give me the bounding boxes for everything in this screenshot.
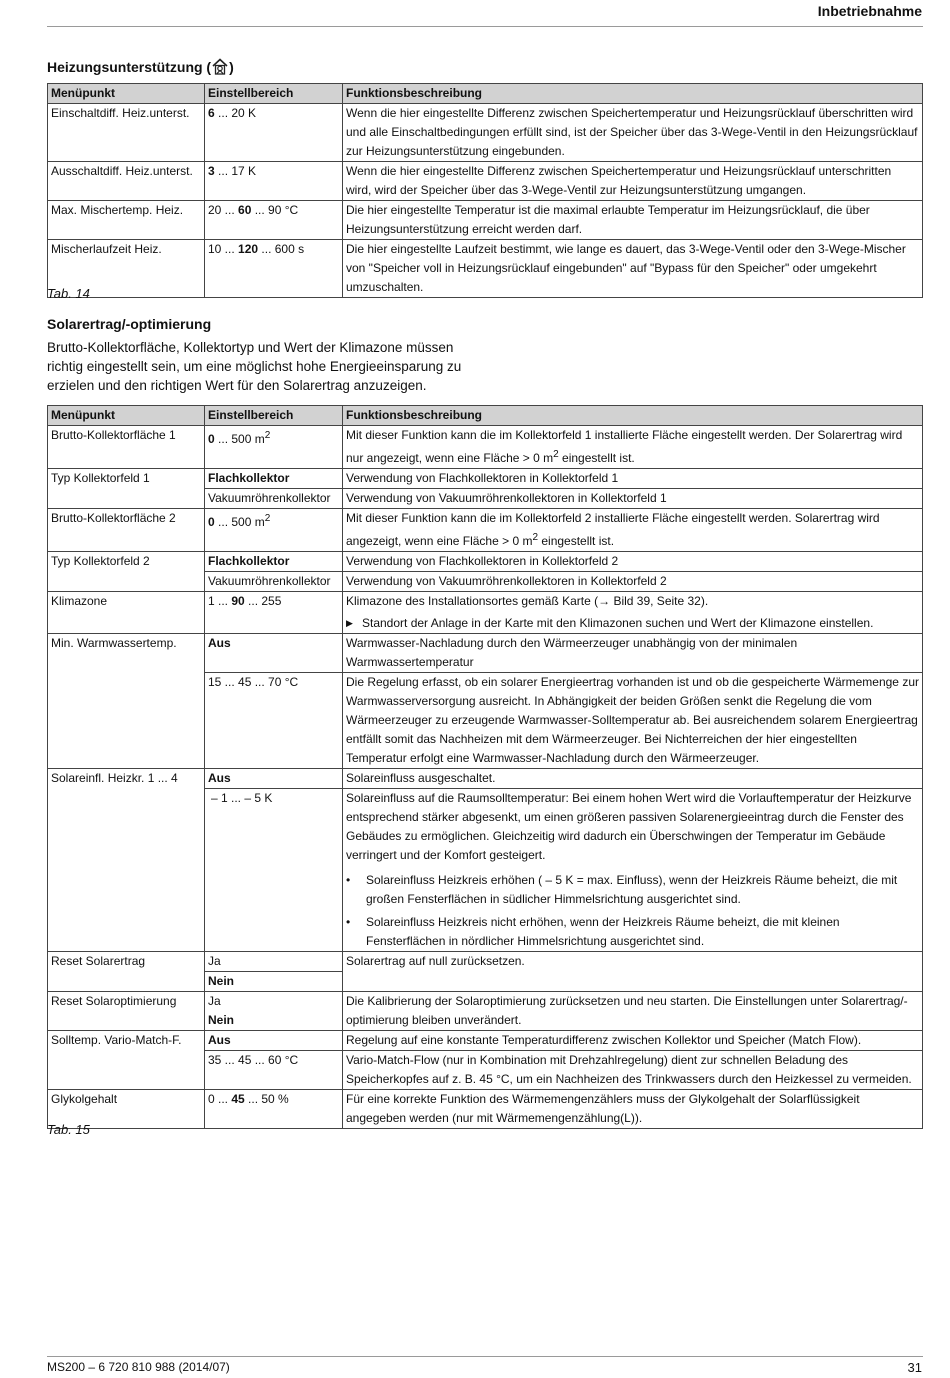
range-cell: 1 ... 90 ... 255 [205, 592, 343, 634]
range-cell: 35 ... 45 ... 60 °C [205, 1051, 343, 1090]
range-cell: Vakuumröhrenkollektor [205, 489, 343, 509]
menu-cell: Brutto-Kollektorfläche 2 [48, 509, 205, 552]
page-header-title: Inbetriebnahme [817, 3, 922, 19]
col-header-range: Einstellbereich [205, 406, 343, 426]
table-row [48, 1090, 923, 1129]
description-cell: Solareinfluss ausgeschaltet. [343, 769, 923, 789]
description-cell: Vario-Match-Flow (nur in Kombination mit Drehzahlregelung) dient zur schnellen Beladung des Speicherkopfes auf z. B. 45 °C, um ein Nachheizen des Trinkwassers durch den Heizkessel zu vermeiden. [343, 1051, 923, 1090]
range-cell: Nein [205, 1011, 343, 1031]
table-row [48, 992, 923, 1012]
description-cell: Regelung auf eine konstante Temperaturdifferenz zwischen Kollektor und Speicher (Match Flow). [343, 1031, 923, 1051]
description-cell: Die hier eingestellte Laufzeit bestimmt, wie lange es dauert, das 3-Wege-Ventil oder den 3-Wege-Mischer von "Speicher voll in Heizungsrücklauf eingebunden" auf "Bypass für den Speicher" oder umgekehrt umzuschalten. [343, 240, 923, 298]
range-cell: Nein [205, 972, 343, 992]
col-header-range: Einstellbereich [205, 84, 343, 104]
description-cell: Warmwasser-Nachladung durch den Wärmeerzeuger unabhängig von der minimalen Warmwassertemperatur [343, 634, 923, 673]
menu-cell: Typ Kollektorfeld 1 [48, 469, 205, 509]
section-title-solar-yield: Solarertrag/-optimierung [47, 316, 212, 332]
table-row [48, 509, 923, 552]
description-cell: Mit dieser Funktion kann die im Kollektorfeld 2 installierte Fläche eingestellt werden. Solarertrag wird angezeigt, wenn eine Fläche > 0 $m^2$ eingestellt ist. [343, 509, 923, 552]
menu-cell: Min. Warmwassertemp. [48, 634, 205, 769]
table-solar-yield [47, 405, 923, 1129]
section-title-heating-support: Heizungsunterstützung ( ) [47, 58, 234, 78]
range-cell: Flachkollektor [205, 469, 343, 489]
range-cell: 6 ... 20 K [205, 104, 343, 162]
col-header-menu: Menüpunkt [48, 84, 205, 104]
header-rule [47, 26, 923, 27]
col-header-description: Funktionsbeschreibung [343, 84, 923, 104]
table-row [48, 240, 923, 298]
menu-cell: Reset Solarertrag [48, 952, 205, 992]
description-cell: Verwendung von Flachkollektoren in Kollektorfeld 2 [343, 552, 923, 572]
description-cell: Für eine korrekte Funktion des Wärmemengenzählers muss der Glykolgehalt der Solarflüssigkeit angegeben werden (nur mit Wärmemengenzählung(L)). [343, 1090, 923, 1129]
menu-cell: Ausschaltdiff. Heiz.unterst. [48, 162, 205, 201]
range-cell: Aus [205, 634, 343, 673]
description-cell: Klimazone des Installationsortes gemäß Karte (→ Bild 39, Seite 32). ▶ Standort der Anlage in der Karte mit den Klimazonen suchen und Wert der Klimazone einstellen. [343, 592, 923, 634]
table-caption-15: Tab. 15 [47, 1122, 90, 1137]
col-header-description: Funktionsbeschreibung [343, 406, 923, 426]
range-cell: 0 ... 500 $m^2$ [205, 426, 343, 469]
description-cell: Solareinfluss auf die Raumsolltemperatur: Bei einem hohen Wert wird die Vorlauftemperatur der Heizkurve entsprechend stärker abgesenkt, um einen größeren passiven Solarenergieeintrag durch die Fenster des Gebäudes zu ermöglichen. Gleichzeitig wird dadurch ein Überschwingen der Temperatur im Gebäude verringert und der Komfort gesteigert. • Solareinfluss Heizkreis erhöhen ( – 5 K = max. Einfluss), wenn der Heizkreis Räume beheizt, die mit großen Fensterflächen in südlicher Himmelsrichtung ausgerichtet sind. • Solareinfluss Heizkreis nicht erhöhen, wenn der Heizkreis Räume beheizt, die mit kleinen Fensterflächen in nördlicher Himmelsrichtung ausgerichtet sind. [343, 789, 923, 952]
range-cell: Flachkollektor [205, 552, 343, 572]
menu-cell: Solareinfl. Heizkr. 1 ... 4 [48, 769, 205, 952]
range-cell: 15 ... 45 ... 70 °C [205, 673, 343, 769]
footer-document-id: MS200 – 6 720 810 988 (2014/07) [47, 1360, 230, 1374]
description-cell: Die Regelung erfasst, ob ein solarer Energieertrag vorhanden ist und ob die gespeicherte Wärmemenge zur Warmwasserversorgung ausreicht. In Abhängigkeit der beiden Größen senkt die Regelung die vom Wärmeerzeuger zu erzeugende Warmwasser-Solltemperatur ab. Bei ausreichendem solarem Energieertrag entfällt somit das Nachheizen mit dem Wärmeerzeuger. Bei Nichterreichen der hier eingestellten Temperatur erfolgt eine Warmwasser-Nachladung durch den Wärmeerzeuger. [343, 673, 923, 769]
range-cell: Aus [205, 769, 343, 789]
description-cell: Verwendung von Vakuumröhrenkollektoren in Kollektorfeld 1 [343, 489, 923, 509]
menu-cell: Einschaltdiff. Heiz.unterst. [48, 104, 205, 162]
table-caption-14: Tab. 14 [47, 286, 90, 301]
intro-paragraph: Brutto-Kollektorfläche, Kollektortyp und Wert der Klimazone müssen richtig eingestellt sein, um eine möglichst hohe Energieeinsparung zu erzielen und den richtigen Wert für den Solarertrag anzuzeigen. [47, 340, 462, 393]
page-number: 31 [907, 1360, 922, 1375]
table-row [48, 1031, 923, 1051]
range-cell: 0 ... 500 $m^2$ [205, 509, 343, 552]
menu-cell: Reset Solaroptimierung [48, 992, 205, 1031]
description-cell: Verwendung von Flachkollektoren in Kollektorfeld 1 [343, 469, 923, 489]
house-heating-icon [212, 58, 228, 78]
bullet-icon: • [346, 873, 351, 887]
description-cell: Solarertrag auf null zurücksetzen. [343, 952, 923, 992]
table-header-row [48, 406, 923, 426]
table-row [48, 162, 923, 201]
description-cell: Wenn die hier eingestellte Differenz zwischen Speichertemperatur und Heizungsrücklauf unterschritten wird, wird der Speicher über das 3-Wege-Ventil zur Heizungsunterstützung umgangen. [343, 162, 923, 201]
menu-cell: Typ Kollektorfeld 2 [48, 552, 205, 592]
description-cell: Die hier eingestellte Temperatur ist die maximal erlaubte Temperatur im Heizungsrücklauf, die über Heizungsunterstützung erreicht werden darf. [343, 201, 923, 240]
table-row [48, 552, 923, 572]
arrow-right-icon: ▶ [346, 618, 353, 628]
range-cell: 3 ... 17 K [205, 162, 343, 201]
range-cell: Ja [205, 952, 343, 972]
menu-cell: Brutto-Kollektorfläche 1 [48, 426, 205, 469]
table-row [48, 201, 923, 240]
range-cell: 20 ... 60 ... 90 °C [205, 201, 343, 240]
description-cell: Die Kalibrierung der Solaroptimierung zurücksetzen und neu starten. Die Einstellungen unter Solarertrag/-optimierung bleiben unverändert. [343, 992, 923, 1031]
menu-cell: Max. Mischertemp. Heiz. [48, 201, 205, 240]
table-row [48, 769, 923, 789]
table-row [48, 592, 923, 634]
menu-cell: Klimazone [48, 592, 205, 634]
table-row [48, 952, 923, 972]
footer-rule [47, 1356, 923, 1357]
table-row [48, 469, 923, 489]
table-header-row [48, 84, 923, 104]
description-cell: Wenn die hier eingestellte Differenz zwischen Speichertemperatur und Heizungsrücklauf überschritten wird und alle Einschaltbedingungen erfüllt sind, ist der Speicher über das 3-Wege-Ventil in den Heizungsrücklauf zur Heizungsunterstützung eingebunden. [343, 104, 923, 162]
description-cell: Mit dieser Funktion kann die im Kollektorfeld 1 installierte Fläche eingestellt werden. Der Solarertrag wird nur angezeigt, wenn eine Fläche > 0 $m^2$ eingestellt ist. [343, 426, 923, 469]
range-cell: 0 ... 45 ... 50 % [205, 1090, 343, 1129]
range-cell: Vakuumröhrenkollektor [205, 572, 343, 592]
menu-cell: Solltemp. Vario-Match-F. [48, 1031, 205, 1090]
table-row [48, 634, 923, 673]
menu-cell: Glykolgehalt [48, 1090, 205, 1129]
range-cell: Aus [205, 1031, 343, 1051]
table-row [48, 104, 923, 162]
table-heating-support [47, 83, 923, 298]
description-cell: Verwendung von Vakuumröhrenkollektoren in Kollektorfeld 2 [343, 572, 923, 592]
range-cell: – 1 ... – 5 K [205, 789, 343, 952]
range-cell: Ja [205, 992, 343, 1012]
bullet-icon: • [346, 915, 351, 929]
menu-cell: Mischerlaufzeit Heiz. [48, 240, 205, 298]
table-row [48, 426, 923, 469]
range-cell: 10 ... 120 ... 600 s [205, 240, 343, 298]
col-header-menu: Menüpunkt [48, 406, 205, 426]
